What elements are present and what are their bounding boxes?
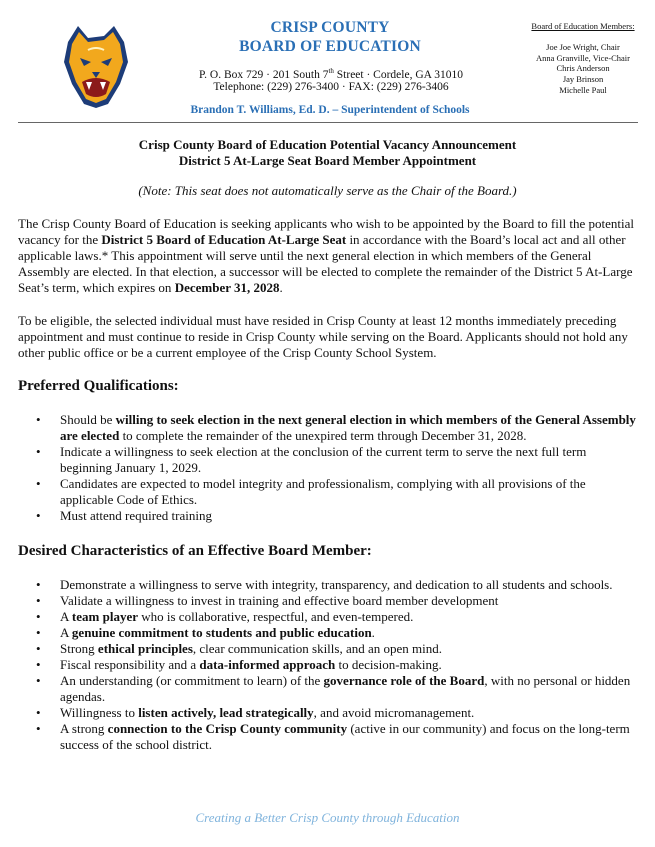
intro-paragraph <box>18 216 636 296</box>
text-run: A strong <box>60 721 108 736</box>
list-item: • Candidates are expected to model integrity and professionalism, complying with all provisions of the applicable Code of Ethics. <box>18 476 636 508</box>
text-run: . <box>371 625 375 640</box>
text-run: to decision-making. <box>335 657 442 672</box>
list-item <box>18 673 636 705</box>
board-members <box>520 21 646 96</box>
text-run: who is collaborative, respectful, and even-tempered. <box>137 609 414 624</box>
org-title-line1: CRISP COUNTY <box>270 19 390 36</box>
board-members-heading: Board of Education Members: <box>531 21 635 31</box>
bold-run: genuine commitment to students and public education <box>71 625 372 640</box>
bold-run: December 31, 2028 <box>174 280 280 295</box>
text-run: Strong <box>60 641 98 656</box>
bold-run: listen actively, lead strategically <box>138 705 314 720</box>
list-item <box>18 657 636 673</box>
text-run: An understanding (or commitment to learn) of the <box>60 673 324 688</box>
board-member: Jay Brinson <box>562 74 604 85</box>
board-member: Michelle Paul <box>559 84 607 95</box>
bold-run: team player <box>71 609 138 624</box>
list-item <box>18 625 636 641</box>
desired-characteristics-heading: Desired Characteristics of an Effective Board Member: <box>18 543 372 559</box>
list-item <box>18 412 636 444</box>
bold-run: District 5 Board of Education At-Large Seat <box>101 232 347 247</box>
letterhead <box>0 0 655 122</box>
list-item: • Must attend required training <box>18 508 636 524</box>
board-member: Chris Anderson <box>556 63 610 74</box>
eligibility-paragraph: To be eligible, the selected individual must have resided in Crisp County at least 12 months immediately preceding appointment and must continue to reside in Crisp County while serving on the Board. Applicants should not hold any other public office or be a current employee of the Crisp County School System. <box>18 313 628 360</box>
text-run: A <box>60 625 72 640</box>
footer-tagline: Creating a Better Crisp County through Education <box>195 810 460 825</box>
cougar-mascot-logo <box>58 22 134 110</box>
desired-characteristics-list <box>18 577 636 753</box>
bold-run: ethical principles <box>97 641 193 656</box>
announcement-subtitle: District 5 At-Large Seat Board Member Appointment <box>178 153 477 168</box>
preferred-qualifications-list <box>18 412 636 524</box>
text-run: The Crisp County Board of Education is seeking applicants who wish to be appointed by the Board to fill the potential vacancy for the <box>18 216 634 247</box>
announcement-title: Crisp County Board of Education Potential Vacancy Announcement <box>138 137 517 152</box>
bold-run: willing to seek election in the next general election in which members of the General Assembly are elected <box>60 412 636 443</box>
telephone: Telephone: (229) 276-3400 · FAX: (229) 276-3406 <box>213 81 449 93</box>
address <box>186 67 476 81</box>
bold-run: data-informed approach <box>199 657 336 672</box>
address-part: Street · Cordele, GA 31010 <box>333 68 463 81</box>
board-member: Joe Joe Wright, Chair <box>546 41 620 52</box>
text-run: , with no personal or hidden agendas. <box>60 673 631 704</box>
list-item: • Demonstrate a willingness to serve with integrity, transparency, and dedication to all students and schools. <box>18 577 636 593</box>
text-run: in accordance with the Board’s local act and all other applicable laws.* This appointment will serve until the next general election in which members of the General Assembly are elected. In that election, a successor will be elected to complete the remainder of the District 5 At-Large Seat’s term, which expires on <box>18 232 633 295</box>
text-run: , clear communication skills, and an open mind. <box>192 641 442 656</box>
address-part: P. O. Box 729 · 201 South 7 <box>199 68 329 81</box>
list-item <box>18 705 636 721</box>
list-item: • Indicate a willingness to seek election at the conclusion of the current term to serve the next full term beginning January 1, 2029. <box>18 444 636 476</box>
text-run: A <box>60 609 72 624</box>
superintendent: Brandon T. Williams, Ed. D. – Superintendent of Schools <box>190 104 470 116</box>
text-run: Should be <box>60 412 116 427</box>
seat-note: (Note: This seat does not automatically serve as the Chair of the Board.) <box>138 183 517 198</box>
text-run: , and avoid micromanagement. <box>313 705 475 720</box>
org-title-line2: BOARD OF EDUCATION <box>239 38 421 55</box>
text-run: Willingness to <box>60 705 139 720</box>
list-item <box>18 641 636 657</box>
text-run: to complete the remainder of the unexpired term through December 31, 2028. <box>119 428 527 443</box>
list-item <box>18 721 636 753</box>
text-run: (active in our community) and focus on the long-term success of the school district. <box>60 721 630 752</box>
text-run: Fiscal responsibility and a <box>60 657 200 672</box>
header-divider <box>18 122 638 123</box>
list-item: • Validate a willingness to invest in training and effective board member development <box>18 593 636 609</box>
bold-run: connection to the Crisp County community <box>107 721 348 736</box>
preferred-qualifications-heading: Preferred Qualifications: <box>18 378 179 394</box>
bold-run: governance role of the Board <box>323 673 485 688</box>
board-member: Anna Granville, Vice-Chair <box>536 52 630 63</box>
address-sup: th <box>328 67 334 75</box>
list-item <box>18 609 636 625</box>
text-run: . <box>279 280 283 295</box>
